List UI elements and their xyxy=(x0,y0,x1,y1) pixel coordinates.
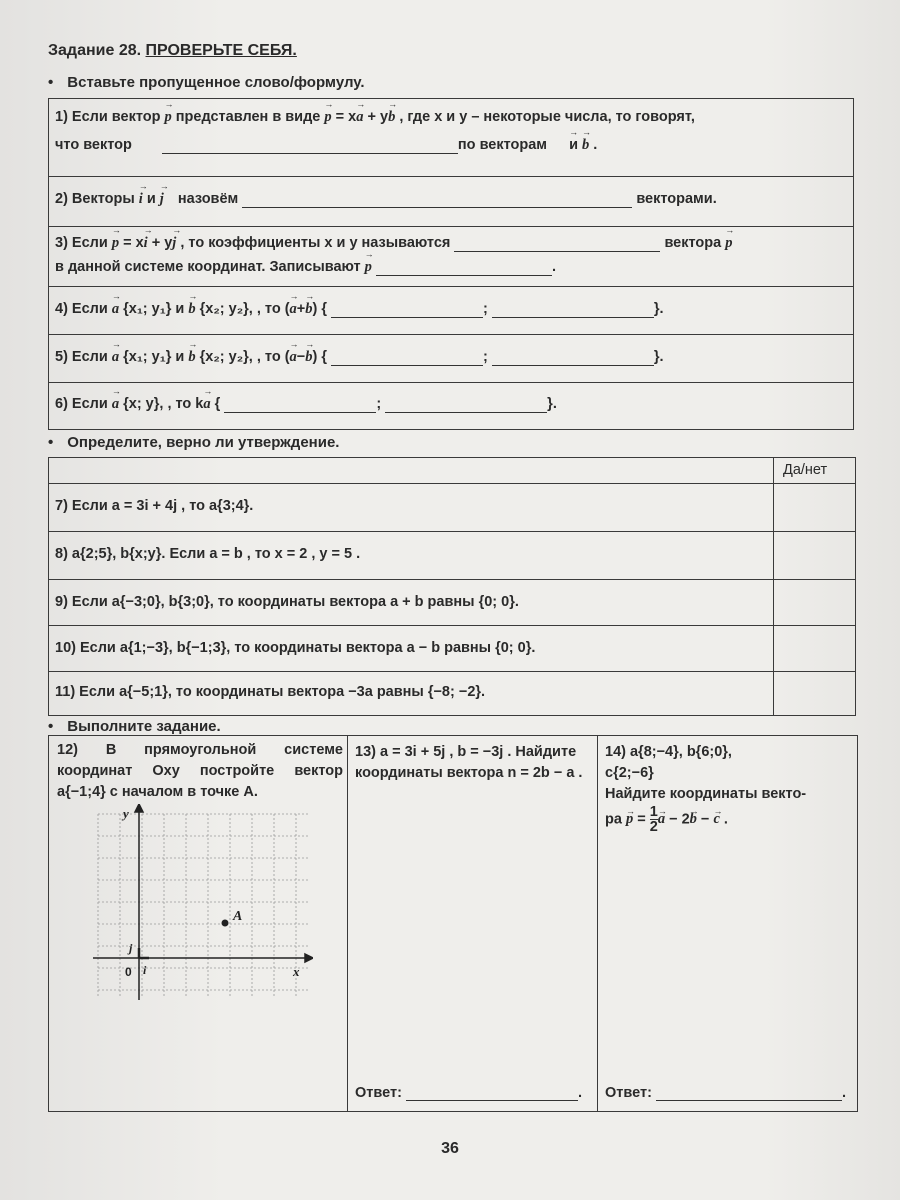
item-4: 4) Если → a {x₁; y₁} и → b {x₂; y₂}, , то (→ a+→ b) { ; }. xyxy=(49,287,853,335)
item-5: 5) Если → a {x₁; y₁} и → b {x₂; y₂}, , то (→ a−→ b) { ; }. xyxy=(49,335,853,383)
svg-text:y: y xyxy=(123,806,129,821)
statement-7: 7) Если a = 3i + 4j , то a{3;4}. xyxy=(49,484,855,532)
answer-cell[interactable] xyxy=(775,626,855,671)
page-title: Задание 28. ПРОВЕРЬТЕ СЕБЯ. xyxy=(48,42,297,59)
answer-14: Ответ: . xyxy=(605,1085,846,1101)
answer-blank[interactable] xyxy=(162,139,458,154)
item-6: 6) Если → a {x; y}, , то k→ a { ; }. xyxy=(49,383,853,429)
statement-10: 10) Если a{1;−3}, b{−1;3}, то координаты вектора a − b равны {0; 0}. xyxy=(49,626,855,672)
section-heading-insert: • Вставьте пропущенное слово/формулу. xyxy=(48,74,365,91)
svg-text:x: x xyxy=(293,964,300,979)
answer-cell[interactable] xyxy=(775,484,855,531)
answer-input-14[interactable] xyxy=(656,1086,842,1101)
statement-9: 9) Если a{−3;0}, b{3;0}, то координаты вектора a + b равны {0; 0}. xyxy=(49,580,855,626)
svg-text:0: 0 xyxy=(125,965,132,979)
answer-blank[interactable] xyxy=(224,398,376,413)
answer-blank[interactable] xyxy=(454,237,660,252)
answer-cell[interactable] xyxy=(775,580,855,625)
page-number: 36 xyxy=(441,1140,459,1157)
answer-blank[interactable] xyxy=(331,303,483,318)
svg-text:i: i xyxy=(143,963,147,977)
answer-blank[interactable] xyxy=(376,261,552,276)
task-12: 12) В прямоугольной системе координат Oxy постройте вектор a{−1;4} с началом в точке A. xyxy=(57,742,343,800)
task-14: 14) a{8;−4}, b{6;0}, c{2;−6} Найдите координаты векто- ра → p = $\frac{1}{2}$ → a − 2→ b − → c . xyxy=(605,742,853,834)
tasks-grid xyxy=(48,735,858,1112)
section-heading-determine: • Определите, верно ли утверждение. xyxy=(48,434,339,451)
answer-blank[interactable] xyxy=(385,398,547,413)
svg-text:j: j xyxy=(129,941,133,955)
answer-blank[interactable] xyxy=(242,193,632,208)
coordinate-grid[interactable] xyxy=(93,804,313,1004)
task-13: 13) a = 3i + 5j , b = −3j . Найдите координаты вектора n = 2b − a . xyxy=(355,744,583,781)
statement-11: 11) Если a{−5;1}, то координаты вектора −3a равны {−8; −2}. xyxy=(49,672,855,715)
true-false-table xyxy=(48,457,856,716)
svg-text:A: A xyxy=(233,909,243,924)
answer-blank[interactable] xyxy=(492,351,654,366)
answer-13: Ответ: . xyxy=(355,1085,582,1101)
answer-blank[interactable] xyxy=(331,351,483,366)
answer-input-13[interactable] xyxy=(406,1086,578,1101)
point-a xyxy=(222,920,229,927)
answer-cell[interactable] xyxy=(775,532,855,579)
fill-in-table xyxy=(48,98,854,430)
item-3: 3) Если → p = x→ i + y→ j , то коэффициенты x и y называются вектора → p в данной системе координат. Записывают → p . xyxy=(49,227,853,287)
answer-cell[interactable] xyxy=(775,672,855,715)
table-header: Да/нет xyxy=(49,458,855,484)
statement-8: 8) a{2;5}, b{x;y}. Если a = b , то x = 2 , y = 5 . xyxy=(49,532,855,580)
item-1: 1) Если вектор → p представлен в виде → p = x→ a + y→ b , где x и y – некоторые числа, то говорят, что вектор по векторам и → b . xyxy=(49,99,853,177)
answer-blank[interactable] xyxy=(492,303,654,318)
section-heading-task: • Выполните задание. xyxy=(48,718,221,735)
item-2: 2) Векторы → i и → j назовём векторами. xyxy=(49,177,853,227)
